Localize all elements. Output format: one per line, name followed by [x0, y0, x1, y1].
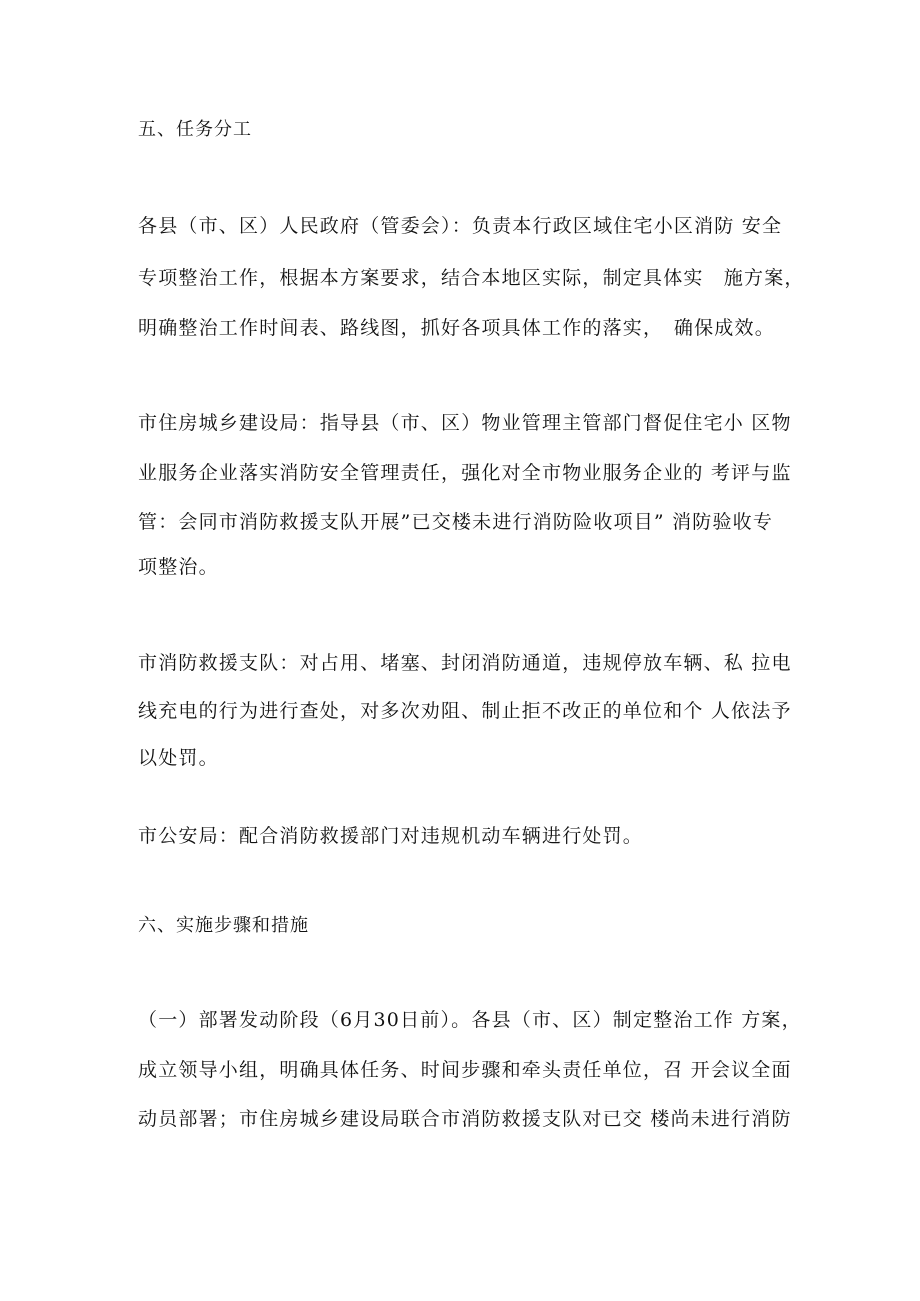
paragraph-line: 业服务企业落实消防安全管理责任，强化对全市物业服务企业的 考评与监 — [138, 462, 792, 484]
paragraph-line: 以处罚。 — [138, 747, 219, 769]
paragraph-line: 线充电的行为进行查处，对多次劝阻、制止拒不改正的单位和个 人依法予 — [138, 700, 792, 722]
paragraph-line: 明确整治工作时间表、路线图，抓好各项具体工作的落实， 确保成效。 — [138, 317, 775, 339]
section-heading-5: 五、任务分工 — [138, 119, 252, 140]
paragraph-line: 市公安局：配合消防救援部门对违规机动车辆进行处罚。 — [138, 825, 644, 847]
paragraph-line: 项整治。 — [138, 556, 219, 578]
paragraph-line: 市消防救援支队：对占用、堵塞、封闭消防通道，违规停放车辆、私 拉电 — [138, 652, 792, 674]
paragraph-line: 动员部署；市住房城乡建设局联合市消防救援支队对已交 楼尚未进行消防 — [138, 1108, 792, 1130]
paragraph-line: 专项整治工作，根据本方案要求，结合本地区实际，制定具体实 施方案， — [138, 267, 805, 289]
paragraph-line: （一）部署发动阶段（6月30日前）。各县（市、区）制定整治工作 方案， — [138, 1009, 802, 1031]
paragraph-line: 成立领导小组，明确具体任务、时间步骤和牵头责任单位，召 开会议全面 — [138, 1059, 792, 1081]
paragraph-line: 管：会同市消防救援支队开展”已交楼未进行消防险收项目” 消防验收专 — [138, 511, 774, 533]
paragraph-line: 各县（市、区）人民政府（管委会）：负责本行政区域住宅小区消防 安全 — [138, 215, 783, 237]
section-heading-6: 六、实施步骤和措施 — [138, 915, 309, 936]
paragraph-line: 市住房城乡建设局：指导县（市、区）物业管理主管部门督促住宅小 区物 — [138, 412, 792, 434]
